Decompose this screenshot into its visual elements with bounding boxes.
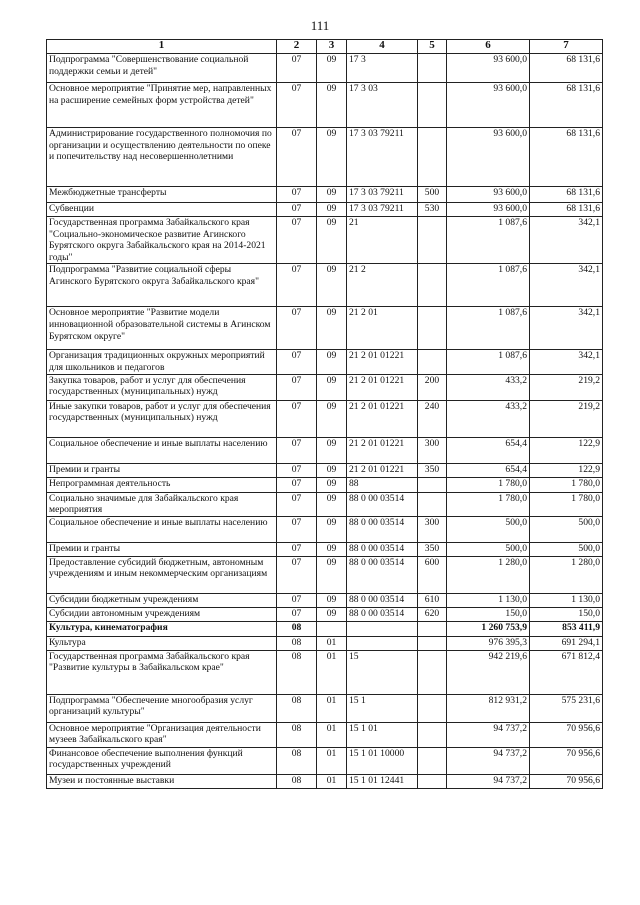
table-body [47, 54, 603, 789]
table-row [47, 747, 603, 774]
amount-col7: 70 956,6 [530, 722, 603, 747]
subsection-code: 09 [317, 556, 347, 593]
amount-col6: 433,2 [447, 374, 530, 400]
subsection-code: 09 [317, 516, 347, 542]
section-code: 07 [277, 203, 317, 217]
table-row [47, 694, 603, 722]
section-code: 08 [277, 621, 317, 636]
amount-col7: 122,9 [530, 437, 603, 463]
amount-col7: 342,1 [530, 264, 603, 307]
expense-type-code [418, 694, 447, 722]
target-code: 88 0 00 03514 [347, 516, 418, 542]
row-label: Субсидии автономным учреждениям [47, 607, 277, 621]
table-row [47, 187, 603, 203]
expense-type-code [418, 477, 447, 492]
amount-col6: 1 780,0 [447, 477, 530, 492]
row-label: Иные закупки товаров, работ и услуг для обеспечения государственных (муниципальных) нужд [47, 400, 277, 437]
row-label: Подпрограмма "Совершенствование социальной поддержки семьи и детей" [47, 54, 277, 83]
row-label: Государственная программа Забайкальского края "Социально-экономическое развитие Агинского Бурятского округа Забайкальского края на 2014-2021 годы" [47, 217, 277, 264]
column-header: 5 [418, 40, 447, 54]
expense-type-code: 530 [418, 203, 447, 217]
row-label: Предоставление субсидий бюджетным, автономным учреждениям и иным некоммерческим организациям [47, 556, 277, 593]
amount-col7: 150,0 [530, 607, 603, 621]
amount-col6: 94 737,2 [447, 774, 530, 788]
subsection-code: 09 [317, 83, 347, 128]
expense-type-code [418, 83, 447, 128]
amount-col7: 500,0 [530, 516, 603, 542]
target-code: 15 1 01 12441 [347, 774, 418, 788]
table-row [47, 350, 603, 374]
amount-col7: 1 780,0 [530, 477, 603, 492]
row-label: Основное мероприятие "Организация деятельности музеев Забайкальского края" [47, 722, 277, 747]
subsection-code: 09 [317, 463, 347, 477]
target-code: 15 1 01 10000 [347, 747, 418, 774]
amount-col7: 853 411,9 [530, 621, 603, 636]
expense-type-code [418, 621, 447, 636]
section-code: 08 [277, 636, 317, 650]
table-row [47, 774, 603, 788]
row-label: Культура, кинематография [47, 621, 277, 636]
amount-col6: 1 087,6 [447, 264, 530, 307]
subsection-code: 09 [317, 400, 347, 437]
section-code: 07 [277, 463, 317, 477]
section-code: 07 [277, 477, 317, 492]
expense-type-code [418, 636, 447, 650]
subsection-code: 09 [317, 187, 347, 203]
subsection-code: 01 [317, 722, 347, 747]
row-label: Премии и гранты [47, 542, 277, 556]
expense-type-code: 350 [418, 463, 447, 477]
amount-col6: 93 600,0 [447, 203, 530, 217]
section-code: 07 [277, 128, 317, 187]
amount-col7: 575 231,6 [530, 694, 603, 722]
table-row [47, 307, 603, 350]
table-row [47, 217, 603, 264]
amount-col6: 1 087,6 [447, 307, 530, 350]
amount-col6: 93 600,0 [447, 128, 530, 187]
subsection-code: 09 [317, 203, 347, 217]
target-code: 15 1 [347, 694, 418, 722]
row-label: Основное мероприятие "Принятие мер, направленных на расширение семейных форм устройства детей" [47, 83, 277, 128]
target-code [347, 636, 418, 650]
amount-col6: 500,0 [447, 542, 530, 556]
section-code: 08 [277, 650, 317, 694]
table-row [47, 650, 603, 694]
row-label: Закупка товаров, работ и услуг для обеспечения государственных (муниципальных) нужд [47, 374, 277, 400]
target-code: 88 [347, 477, 418, 492]
amount-col7: 342,1 [530, 350, 603, 374]
table-row [47, 54, 603, 83]
amount-col6: 1 087,6 [447, 217, 530, 264]
subsection-code: 09 [317, 307, 347, 350]
subsection-code: 09 [317, 350, 347, 374]
amount-col6: 654,4 [447, 437, 530, 463]
subsection-code: 01 [317, 650, 347, 694]
amount-col7: 70 956,6 [530, 774, 603, 788]
amount-col6: 500,0 [447, 516, 530, 542]
amount-col6: 93 600,0 [447, 83, 530, 128]
subsection-code: 01 [317, 774, 347, 788]
target-code: 21 2 01 01221 [347, 350, 418, 374]
amount-col6: 1 130,0 [447, 593, 530, 607]
target-code: 21 2 01 01221 [347, 400, 418, 437]
section-code: 07 [277, 264, 317, 307]
expense-type-code: 610 [418, 593, 447, 607]
table-row [47, 83, 603, 128]
section-code: 07 [277, 54, 317, 83]
target-code [347, 621, 418, 636]
target-code: 88 0 00 03514 [347, 492, 418, 516]
amount-col7: 70 956,6 [530, 747, 603, 774]
row-label: Субвенции [47, 203, 277, 217]
expense-type-code: 200 [418, 374, 447, 400]
section-code: 07 [277, 593, 317, 607]
table-row [47, 492, 603, 516]
row-label: Организация традиционных окружных мероприятий для школьников и педагогов [47, 350, 277, 374]
expense-type-code [418, 492, 447, 516]
amount-col6: 654,4 [447, 463, 530, 477]
target-code: 21 2 01 01221 [347, 374, 418, 400]
section-code: 08 [277, 747, 317, 774]
subsection-code: 09 [317, 437, 347, 463]
table-row [47, 607, 603, 621]
table-row [47, 437, 603, 463]
target-code: 88 0 00 03514 [347, 607, 418, 621]
subsection-code: 09 [317, 492, 347, 516]
row-label: Непрограммная деятельность [47, 477, 277, 492]
amount-col7: 1 780,0 [530, 492, 603, 516]
section-code: 07 [277, 350, 317, 374]
column-header: 3 [317, 40, 347, 54]
amount-col7: 68 131,6 [530, 187, 603, 203]
amount-col7: 122,9 [530, 463, 603, 477]
subsection-code: 09 [317, 128, 347, 187]
section-code: 08 [277, 694, 317, 722]
section-code: 07 [277, 492, 317, 516]
subsection-code: 09 [317, 593, 347, 607]
subsection-code: 09 [317, 607, 347, 621]
target-code: 88 0 00 03514 [347, 593, 418, 607]
expense-type-code [418, 650, 447, 694]
target-code: 88 0 00 03514 [347, 556, 418, 593]
table-row [47, 593, 603, 607]
amount-col6: 94 737,2 [447, 722, 530, 747]
section-code: 07 [277, 83, 317, 128]
column-header: 2 [277, 40, 317, 54]
amount-col6: 976 395,3 [447, 636, 530, 650]
budget-table [46, 39, 603, 789]
amount-col7: 691 294,1 [530, 636, 603, 650]
target-code: 17 3 03 79211 [347, 128, 418, 187]
amount-col7: 68 131,6 [530, 128, 603, 187]
expense-type-code [418, 307, 447, 350]
target-code: 15 1 01 [347, 722, 418, 747]
row-label: Премии и гранты [47, 463, 277, 477]
amount-col7: 342,1 [530, 217, 603, 264]
target-code: 15 [347, 650, 418, 694]
row-label: Культура [47, 636, 277, 650]
amount-col6: 433,2 [447, 400, 530, 437]
amount-col6: 1 087,6 [447, 350, 530, 374]
row-label: Администрирование государственного полномочия по организации и осуществлению деятельности по опеке и попечительству над несовершеннолетними [47, 128, 277, 187]
table-row [47, 556, 603, 593]
target-code: 17 3 03 79211 [347, 203, 418, 217]
amount-col6: 812 931,2 [447, 694, 530, 722]
section-code: 07 [277, 217, 317, 264]
section-code: 07 [277, 556, 317, 593]
page-number: 111 [310, 18, 330, 33]
target-code: 17 3 [347, 54, 418, 83]
amount-col6: 1 780,0 [447, 492, 530, 516]
row-label: Основное мероприятие "Развитие модели инновационной образовательной системы в Агинском Бурятском округе" [47, 307, 277, 350]
table-row [47, 400, 603, 437]
section-code: 07 [277, 374, 317, 400]
row-label: Подпрограмма "Развитие социальной сферы Агинского Бурятского округа Забайкальского края" [47, 264, 277, 307]
row-label: Государственная программа Забайкальского края "Развитие культуры в Забайкальском крае" [47, 650, 277, 694]
target-code: 17 3 03 79211 [347, 187, 418, 203]
target-code: 17 3 03 [347, 83, 418, 128]
amount-col7: 1 280,0 [530, 556, 603, 593]
section-code: 07 [277, 437, 317, 463]
amount-col7: 219,2 [530, 400, 603, 437]
column-header: 4 [347, 40, 418, 54]
amount-col6: 1 260 753,9 [447, 621, 530, 636]
table-row [47, 542, 603, 556]
expense-type-code: 240 [418, 400, 447, 437]
expense-type-code [418, 128, 447, 187]
expense-type-code [418, 264, 447, 307]
subsection-code [317, 621, 347, 636]
column-header: 6 [447, 40, 530, 54]
expense-type-code [418, 774, 447, 788]
amount-col6: 93 600,0 [447, 54, 530, 83]
subsection-code: 09 [317, 477, 347, 492]
section-code: 08 [277, 722, 317, 747]
expense-type-code: 300 [418, 516, 447, 542]
table-row [47, 374, 603, 400]
section-code: 07 [277, 516, 317, 542]
table-row [47, 463, 603, 477]
subsection-code: 09 [317, 264, 347, 307]
expense-type-code: 620 [418, 607, 447, 621]
expense-type-code [418, 722, 447, 747]
target-code: 21 2 01 01221 [347, 463, 418, 477]
expense-type-code [418, 54, 447, 83]
expense-type-code: 500 [418, 187, 447, 203]
section-code: 07 [277, 307, 317, 350]
subsection-code: 01 [317, 747, 347, 774]
table-row [47, 203, 603, 217]
amount-col7: 68 131,6 [530, 203, 603, 217]
expense-type-code [418, 217, 447, 264]
amount-col7: 342,1 [530, 307, 603, 350]
row-label: Социальное обеспечение и иные выплаты населению [47, 437, 277, 463]
target-code: 21 2 01 [347, 307, 418, 350]
expense-type-code: 350 [418, 542, 447, 556]
row-label: Социально значимые для Забайкальского края мероприятия [47, 492, 277, 516]
amount-col7: 68 131,6 [530, 54, 603, 83]
expense-type-code: 300 [418, 437, 447, 463]
section-code: 07 [277, 607, 317, 621]
subsection-code: 09 [317, 217, 347, 264]
row-label: Субсидии бюджетным учреждениям [47, 593, 277, 607]
section-code: 07 [277, 542, 317, 556]
row-label: Подпрограмма "Обеспечение многообразия услуг организаций культуры" [47, 694, 277, 722]
target-code: 21 [347, 217, 418, 264]
row-label: Межбюджетные трансферты [47, 187, 277, 203]
amount-col6: 1 280,0 [447, 556, 530, 593]
amount-col6: 150,0 [447, 607, 530, 621]
table-row [47, 636, 603, 650]
row-label: Финансовое обеспечение выполнения функций государственных учреждений [47, 747, 277, 774]
column-header: 1 [47, 40, 277, 54]
subsection-code: 01 [317, 636, 347, 650]
amount-col7: 219,2 [530, 374, 603, 400]
subsection-code: 09 [317, 54, 347, 83]
row-label: Музеи и постоянные выставки [47, 774, 277, 788]
target-code: 88 0 00 03514 [347, 542, 418, 556]
table-row [47, 722, 603, 747]
amount-col6: 93 600,0 [447, 187, 530, 203]
target-code: 21 2 01 01221 [347, 437, 418, 463]
subsection-code: 01 [317, 694, 347, 722]
table-header-row [47, 40, 603, 54]
expense-type-code: 600 [418, 556, 447, 593]
section-code: 08 [277, 774, 317, 788]
table-row [47, 621, 603, 636]
expense-type-code [418, 350, 447, 374]
amount-col6: 94 737,2 [447, 747, 530, 774]
target-code: 21 2 [347, 264, 418, 307]
amount-col7: 671 812,4 [530, 650, 603, 694]
subsection-code: 09 [317, 374, 347, 400]
section-code: 07 [277, 187, 317, 203]
amount-col7: 1 130,0 [530, 593, 603, 607]
expense-type-code [418, 747, 447, 774]
amount-col7: 68 131,6 [530, 83, 603, 128]
section-code: 07 [277, 400, 317, 437]
table-row [47, 264, 603, 307]
subsection-code: 09 [317, 542, 347, 556]
row-label: Социальное обеспечение и иные выплаты населению [47, 516, 277, 542]
table-row [47, 477, 603, 492]
column-header: 7 [530, 40, 603, 54]
amount-col6: 942 219,6 [447, 650, 530, 694]
table-row [47, 516, 603, 542]
table-row [47, 128, 603, 187]
amount-col7: 500,0 [530, 542, 603, 556]
